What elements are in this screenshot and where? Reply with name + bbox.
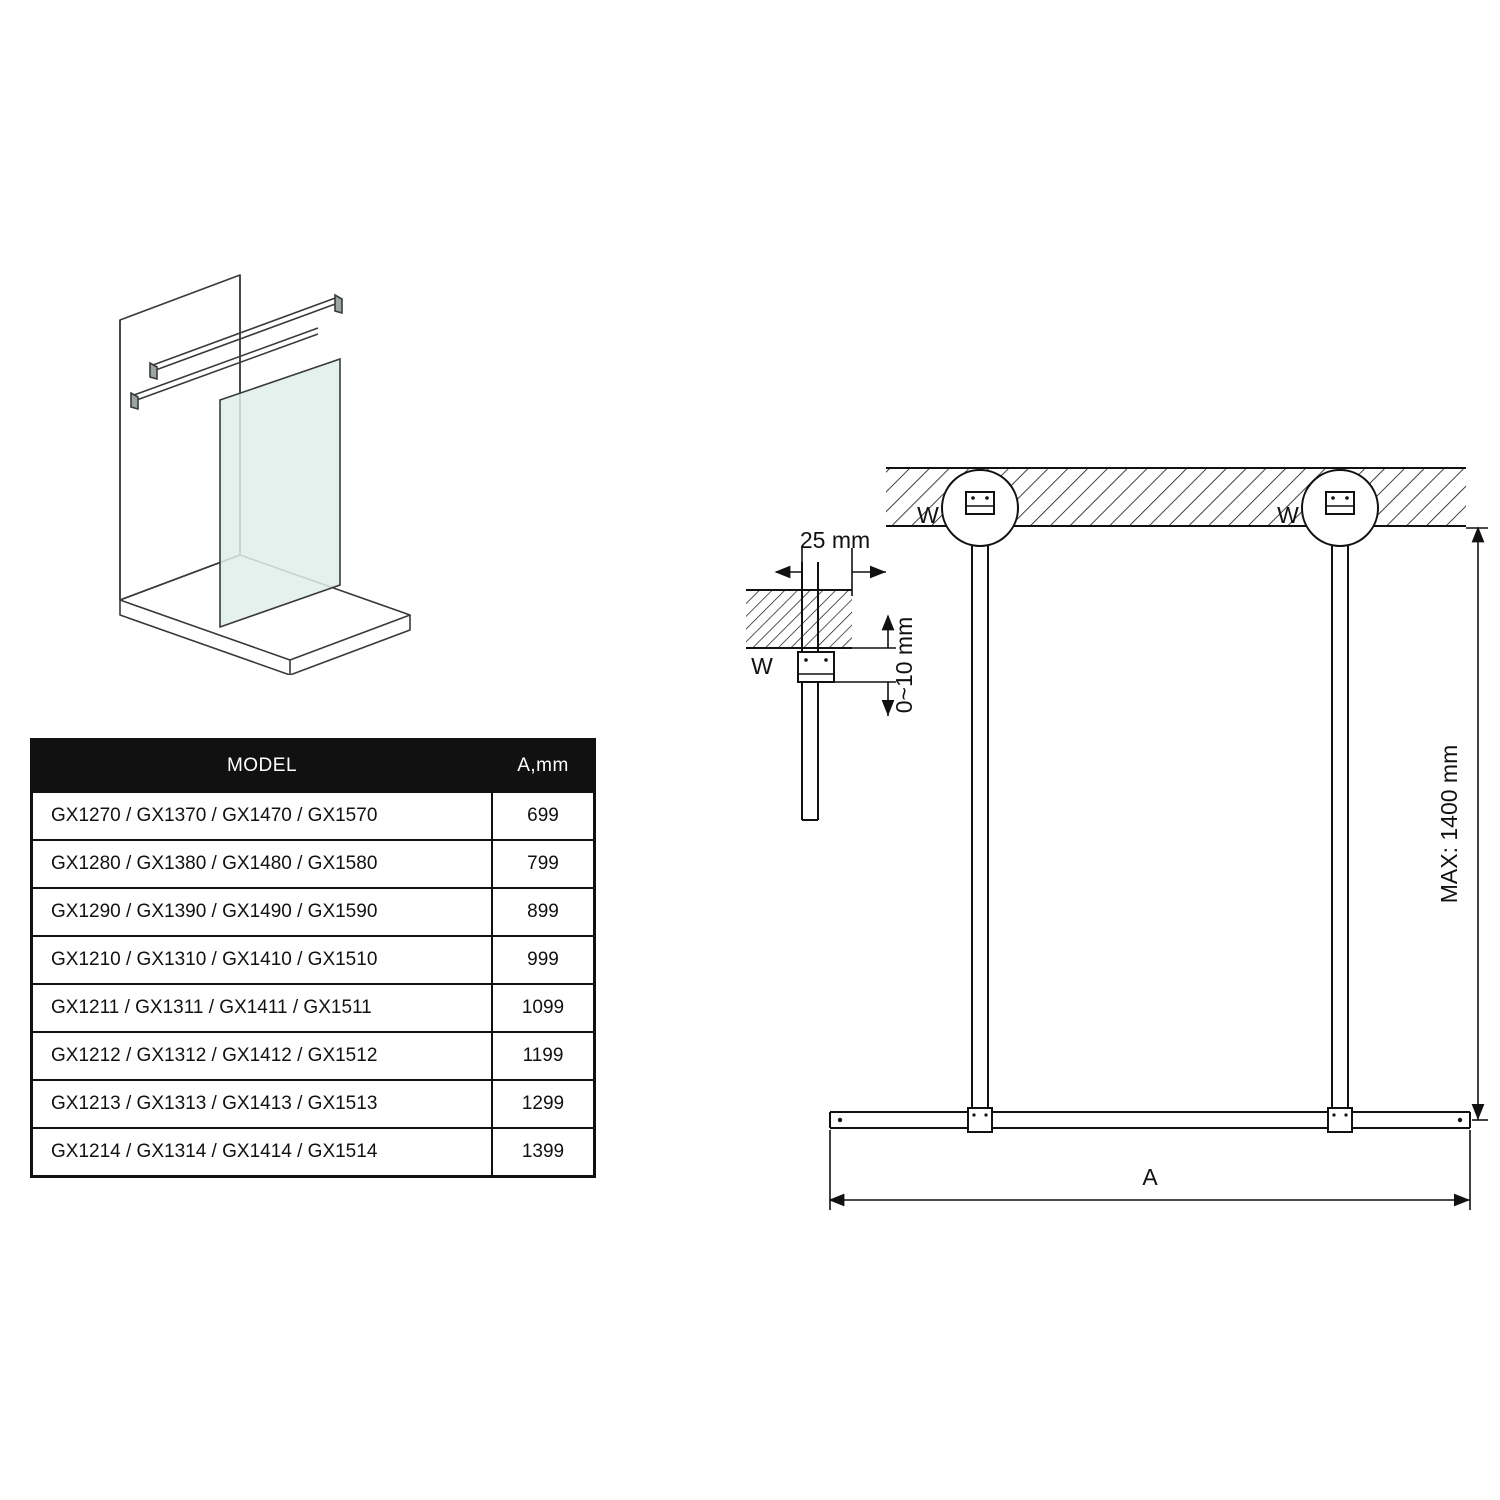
table-cell-model: GX1212 / GX1312 / GX1412 / GX1512	[32, 1032, 493, 1080]
table-cell-a: 799	[492, 840, 595, 888]
iso-glass-panel	[220, 359, 340, 627]
technical-drawing	[700, 420, 1490, 1270]
bottom-rail	[830, 1112, 1470, 1128]
table-cell-model: GX1214 / GX1314 / GX1414 / GX1514	[32, 1128, 493, 1177]
isometric-illustration	[90, 255, 450, 675]
table-row	[32, 840, 595, 888]
table-row	[32, 1128, 595, 1177]
model-dimension-table	[30, 738, 596, 1178]
table-cell-model: GX1290 / GX1390 / GX1490 / GX1590	[32, 888, 493, 936]
table-cell-a: 1099	[492, 984, 595, 1032]
table-cell-a: 899	[492, 888, 595, 936]
table-header-a: A,mm	[492, 740, 595, 793]
right-rail-connector	[1328, 1108, 1352, 1132]
table-cell-a: 699	[492, 792, 595, 840]
side-detail	[746, 527, 917, 820]
iso-tray-edge-right	[290, 615, 410, 675]
table-cell-model: GX1280 / GX1380 / GX1480 / GX1580	[32, 840, 493, 888]
table-cell-model: GX1213 / GX1313 / GX1413 / GX1513	[32, 1080, 493, 1128]
table-row	[32, 792, 595, 840]
width-dimension-label: A	[1142, 1164, 1158, 1190]
table-row	[32, 888, 595, 936]
height-dimension	[1466, 528, 1488, 1120]
table-row	[32, 1032, 595, 1080]
table-cell-a: 1399	[492, 1128, 595, 1177]
table-cell-a: 1199	[492, 1032, 595, 1080]
table-header-row	[32, 740, 595, 793]
right-ceiling-bracket	[1302, 470, 1378, 546]
table-row	[32, 936, 595, 984]
table-cell-a: 999	[492, 936, 595, 984]
table-header-model: MODEL	[32, 740, 493, 793]
thickness-dimension-label: 25 mm	[799, 527, 871, 553]
table-row	[32, 1080, 595, 1128]
bracket-right-label: W	[1277, 502, 1299, 528]
bracket-left-label: W	[917, 502, 939, 528]
left-support-bar	[972, 526, 988, 1120]
table-cell-model: GX1211 / GX1311 / GX1411 / GX1511	[32, 984, 493, 1032]
gap-dimension-label: 0~10 mm	[891, 616, 917, 714]
detail-bracket-label: W	[751, 653, 773, 679]
height-dimension-label: MAX: 1400 mm	[1436, 744, 1462, 904]
table-cell-a: 1299	[492, 1080, 595, 1128]
table-cell-model: GX1210 / GX1310 / GX1410 / GX1510	[32, 936, 493, 984]
left-rail-connector	[968, 1108, 992, 1132]
table-row	[32, 984, 595, 1032]
right-support-bar	[1332, 526, 1348, 1120]
table-cell-model: GX1270 / GX1370 / GX1470 / GX1570	[32, 792, 493, 840]
